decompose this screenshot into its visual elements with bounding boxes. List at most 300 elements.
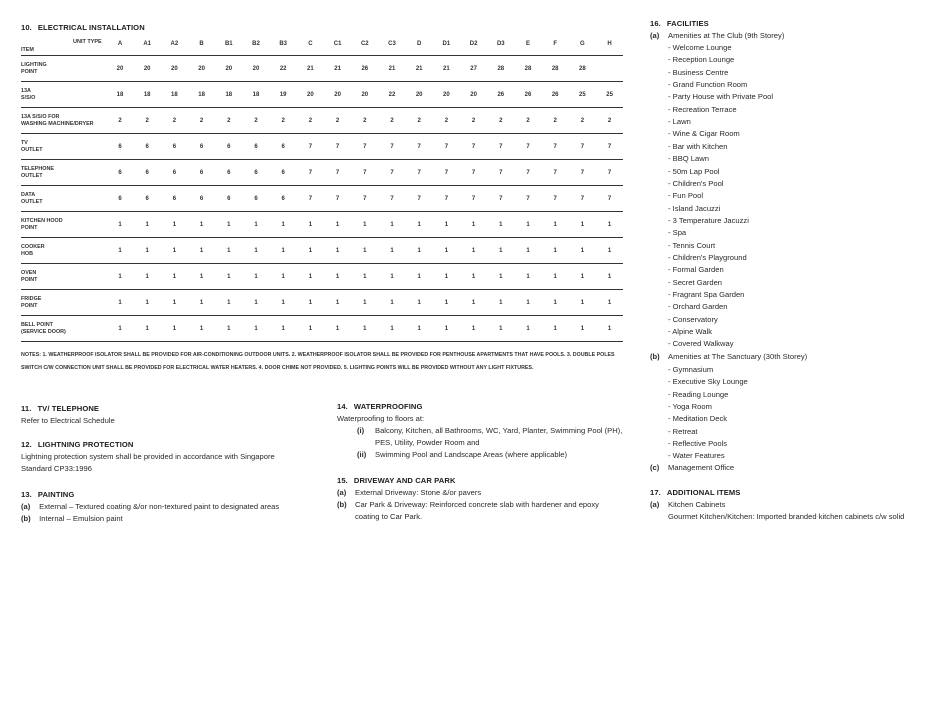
table-cell: 2 <box>254 117 258 124</box>
table-cell: 2 <box>308 117 313 124</box>
table-cell: 7 <box>444 195 449 202</box>
table-cell: 1 <box>444 247 449 254</box>
table-cell: 21 <box>307 65 314 72</box>
table-cell: 1 <box>227 247 231 254</box>
table-cell: 6 <box>145 143 149 150</box>
unit-type-header: B1 <box>224 41 233 47</box>
table-cell: 7 <box>580 195 585 202</box>
table-cell: 1 <box>526 221 530 228</box>
table-cell: 7 <box>335 169 340 176</box>
facilities-heading: 16. FACILITIES <box>650 19 709 28</box>
table-cell: 1 <box>417 247 421 254</box>
table-cell: 1 <box>308 299 313 306</box>
list-item: - Reception Lounge <box>668 55 735 65</box>
waterproofing-intro: Waterproofing to floors at: <box>337 414 425 423</box>
table-cell: 21 <box>334 65 341 72</box>
table-row <box>21 186 623 212</box>
table-cell: 1 <box>199 221 204 228</box>
list-item: - Wine & Cigar Room <box>668 129 740 139</box>
table-cell: 25 <box>579 91 586 98</box>
table-cell: 1 <box>335 221 340 228</box>
table-cell: 1 <box>471 273 476 280</box>
table-cell: 20 <box>225 65 233 72</box>
table-cell: 1 <box>363 299 367 306</box>
unit-type-header: A <box>117 41 123 47</box>
table-cell: 1 <box>335 299 340 306</box>
list-item: - Bar with Kitchen <box>668 141 728 151</box>
club-heading: (a) Amenities at The Club (9th Storey) <box>650 31 785 40</box>
table-cell: 1 <box>607 221 612 228</box>
table-cell: 1 <box>363 247 367 254</box>
unit-type-header: C1 <box>333 41 342 47</box>
table-cell: 7 <box>390 143 394 150</box>
table-cell: 1 <box>499 325 503 332</box>
management-office: (c) Management Office <box>650 463 735 472</box>
table-cell: 7 <box>499 169 503 176</box>
table-cell: 7 <box>499 143 503 150</box>
table-cell: 7 <box>335 195 340 202</box>
painting-item-a: (a) External – Textured coating &/or non-textured paint to designated areas <box>21 502 280 511</box>
list-item: - Formal Garden <box>668 265 724 275</box>
unit-type-header: D <box>417 41 422 47</box>
table-cell: 1 <box>118 247 122 254</box>
table-cell: 2 <box>172 117 177 124</box>
table-row <box>21 212 623 238</box>
list-item: - BBQ Lawn <box>668 154 709 164</box>
table-cell: 1 <box>172 273 177 280</box>
table-cell: 1 <box>444 273 449 280</box>
unit-type-header: C <box>308 41 313 47</box>
table-cell: 1 <box>227 273 231 280</box>
list-item: - Reading Lounge <box>668 389 729 399</box>
table-row <box>21 316 623 342</box>
table-cell: 22 <box>279 65 287 72</box>
table-cell: 2 <box>363 117 367 124</box>
table-cell: 1 <box>499 221 503 228</box>
table-cell: 6 <box>172 195 177 202</box>
unit-type-header: B <box>199 41 204 47</box>
table-cell: 6 <box>254 169 258 176</box>
unit-type-header: C3 <box>388 41 396 47</box>
table-cell: 7 <box>444 169 449 176</box>
table-cell: 7 <box>417 143 421 150</box>
table-cell: 6 <box>254 143 258 150</box>
unit-type-header: C2 <box>360 41 369 47</box>
table-cell: 18 <box>171 91 178 98</box>
unit-type-header: D2 <box>469 41 478 47</box>
table-cell: 6 <box>199 143 204 150</box>
table-row <box>21 290 623 316</box>
item-name: LIGHTING POINT <box>21 61 47 75</box>
additional-items-heading: 17. ADDITIONAL ITEMS <box>650 488 741 497</box>
item-name: 13A S/S/O FOR WASHING MACHINE/DRYER <box>21 113 94 127</box>
table-cell: 7 <box>308 169 313 176</box>
table-cell: 1 <box>444 299 449 306</box>
table-cell: 19 <box>279 91 287 98</box>
lightning-text-line1: Lightning protection system shall be provided in accordance with Singapore <box>21 452 275 461</box>
table-cell: 1 <box>580 221 585 228</box>
item-name: FRIDGE POINT <box>21 295 42 309</box>
list-item: - Fun Pool <box>668 191 704 201</box>
table-cell: 2 <box>580 117 585 124</box>
table-cell: 1 <box>308 273 313 280</box>
list-item: - Yoga Room <box>668 402 712 412</box>
table-cell: 20 <box>470 91 477 98</box>
list-item: - Tennis Court <box>668 240 716 250</box>
table-cell: 2 <box>471 117 476 124</box>
table-cell: 7 <box>390 169 394 176</box>
table-cell: 18 <box>143 91 151 98</box>
table-cell: 1 <box>390 247 394 254</box>
table-cell: 28 <box>579 65 586 72</box>
table-cell: 2 <box>444 117 449 124</box>
unit-type-header: A1 <box>143 41 152 47</box>
table-cell: 7 <box>580 143 585 150</box>
table-cell: 1 <box>444 325 449 332</box>
table-cell: 1 <box>499 273 503 280</box>
tv-telephone-heading: 11. TV/ TELEPHONE <box>21 404 100 413</box>
table-cell: 18 <box>198 91 205 98</box>
list-item: - 50m Lap Pool <box>668 166 720 176</box>
unit-type-label: UNIT TYPE <box>73 39 102 45</box>
table-cell: 1 <box>118 273 122 280</box>
table-cell: 26 <box>524 91 532 98</box>
table-cell: 1 <box>199 299 204 306</box>
table-cell: 1 <box>172 247 177 254</box>
item-column-label: ITEM <box>21 47 34 53</box>
table-cell: 1 <box>526 325 530 332</box>
table-cell: 1 <box>553 221 557 228</box>
table-cell: 1 <box>499 247 503 254</box>
table-cell: 1 <box>526 299 530 306</box>
table-cell: 7 <box>499 195 503 202</box>
table-cell: 6 <box>172 169 177 176</box>
table-cell: 2 <box>499 117 503 124</box>
table-cell: 1 <box>444 221 449 228</box>
table-cell: 2 <box>335 117 340 124</box>
list-item: - Retreat <box>668 426 698 436</box>
table-row <box>21 134 623 160</box>
table-cell: 7 <box>526 169 530 176</box>
table-cell: 1 <box>281 299 285 306</box>
list-item: - Spa <box>668 228 687 238</box>
table-cell: 7 <box>553 195 557 202</box>
table-cell: 20 <box>415 91 423 98</box>
table-cell: 1 <box>417 273 421 280</box>
table-cell: 1 <box>390 273 394 280</box>
table-cell: 7 <box>607 143 612 150</box>
table-cell: 1 <box>199 273 204 280</box>
unit-type-header: B2 <box>252 41 260 47</box>
item-name: OVEN POINT <box>21 269 38 283</box>
item-name: 13A S/S/O <box>21 87 36 101</box>
table-cell: 1 <box>553 299 557 306</box>
waterproofing-heading: 14. WATERPROOFING <box>337 402 423 411</box>
table-cell: 1 <box>553 273 557 280</box>
table-cell: 1 <box>308 247 313 254</box>
sanctuary-heading: (b) Amenities at The Sanctuary (30th Storey) <box>650 352 808 361</box>
table-cell: 6 <box>118 195 122 202</box>
list-item: - Conservatory <box>668 314 718 324</box>
table-cell: 7 <box>526 195 530 202</box>
table-cell: 1 <box>580 325 585 332</box>
table-cell: 7 <box>607 169 612 176</box>
list-item: - Orchard Garden <box>668 302 728 312</box>
table-cell: 1 <box>281 221 285 228</box>
table-cell: 21 <box>415 65 423 72</box>
table-cell: 20 <box>116 65 124 72</box>
item-name: DATA OUTLET <box>21 191 43 205</box>
list-item: - Business Centre <box>668 67 729 77</box>
list-item: - Secret Garden <box>668 277 723 287</box>
item-name: TELEPHONE OUTLET <box>21 165 54 179</box>
table-cell: 6 <box>172 143 177 150</box>
table-cell: 6 <box>281 143 285 150</box>
driveway-item-b-line2: coating to Car Park. <box>355 512 423 521</box>
table-cell: 7 <box>526 143 530 150</box>
table-cell: 1 <box>281 273 285 280</box>
list-item: - Alpine Walk <box>668 327 713 337</box>
table-cell: 1 <box>145 299 149 306</box>
table-cell: 20 <box>171 65 178 72</box>
list-item: - 3 Temperature Jacuzzi <box>668 215 749 225</box>
table-cell: 1 <box>417 299 421 306</box>
table-cell: 1 <box>390 221 394 228</box>
table-cell: 2 <box>526 117 530 124</box>
table-cell: 1 <box>607 325 612 332</box>
table-cell: 7 <box>308 195 313 202</box>
table-row <box>21 238 623 264</box>
table-cell: 7 <box>363 195 367 202</box>
kitchen-cabinets-heading: (a) Kitchen Cabinets <box>650 500 726 509</box>
table-cell: 7 <box>363 143 367 150</box>
table-cell: 20 <box>443 91 450 98</box>
table-cell: 6 <box>118 143 122 150</box>
list-item: - Recreation Terrace <box>668 104 737 114</box>
unit-type-header: H <box>607 41 612 47</box>
kitchen-cabinets-text: Gourmet Kitchen/Kitchen: Imported branded kitchen cabinets c/w solid <box>668 512 905 521</box>
table-row <box>21 82 623 108</box>
table-cell: 1 <box>254 273 258 280</box>
unit-type-header: F <box>553 41 558 47</box>
table-cell: 1 <box>607 273 612 280</box>
table-cell: 2 <box>281 117 285 124</box>
table-cell: 1 <box>227 325 231 332</box>
table-cell: 6 <box>118 169 122 176</box>
table-cell: 2 <box>390 117 394 124</box>
table-cell: 1 <box>526 247 530 254</box>
unit-type-header: A2 <box>170 41 179 47</box>
item-name: KITCHEN HOOD POINT <box>21 217 63 231</box>
list-item: - Lawn <box>668 117 691 127</box>
tv-telephone-text: Refer to Electrical Schedule <box>21 416 115 425</box>
driveway-item-a: (a) External Driveway: Stone &/or pavers <box>337 488 482 497</box>
table-cell: 21 <box>443 65 450 72</box>
table-cell: 6 <box>145 169 149 176</box>
list-item: - Island Jacuzzi <box>668 203 721 213</box>
table-cell: 6 <box>281 169 285 176</box>
table-cell: 1 <box>118 299 122 306</box>
table-row <box>21 108 623 134</box>
table-cell: 1 <box>281 247 285 254</box>
table-cell: 6 <box>199 169 204 176</box>
table-cell: 6 <box>227 143 231 150</box>
table-cell: 7 <box>553 143 557 150</box>
table-cell: 1 <box>363 273 367 280</box>
table-cell: 1 <box>417 221 421 228</box>
table-cell: 26 <box>361 65 369 72</box>
table-cell: 1 <box>526 273 530 280</box>
table-cell: 1 <box>607 299 612 306</box>
table-cell: 20 <box>252 65 260 72</box>
table-cell: 20 <box>361 91 369 98</box>
table-cell: 1 <box>471 299 476 306</box>
list-item: - Covered Walkway <box>668 339 734 349</box>
table-cell: 1 <box>172 221 177 228</box>
table-cell: 1 <box>254 299 258 306</box>
table-cell: 22 <box>388 91 396 98</box>
table-cell: 1 <box>172 299 177 306</box>
table-cell: 1 <box>118 325 122 332</box>
table-cell: 7 <box>471 143 476 150</box>
table-cell: 2 <box>199 117 204 124</box>
waterproofing-item-ii: (ii) Swimming Pool and Landscape Areas (where applicable) <box>357 450 568 459</box>
table-cell: 1 <box>363 325 367 332</box>
table-cell: 26 <box>497 91 505 98</box>
table-cell: 7 <box>471 195 476 202</box>
table-cell: 1 <box>580 247 585 254</box>
table-cell: 1 <box>335 325 340 332</box>
electrical-notes: NOTES: 1. WEATHERPROOF ISOLATOR SHALL BE PROVIDED FOR AIR-CONDITIONING OUTDOOR UNITS. 2. WEATHERPROOF ISOLATOR SHALL BE PROVIDED FOR PENTHOUSE APARTMENTS THAT HAVE POOLS. 3. DOUBLE POLES SWITCH C/W CONNECTION UNIT SHALL BE PROVIDED FOR ELECTRICAL WATER HEATERS. 4. DOOR CHIME NOT PROVIDED. 5. LIGHTING POINTS WILL BE PROVIDED WITHOUT ANY LIGHT FIXTURES. <box>21 352 615 371</box>
list-item: - Children's Pool <box>668 178 724 188</box>
table-cell: 21 <box>388 65 396 72</box>
table-cell: 6 <box>145 195 149 202</box>
table-cell: 1 <box>363 221 367 228</box>
table-cell: 7 <box>390 195 394 202</box>
table-cell: 7 <box>580 169 585 176</box>
table-cell: 1 <box>607 247 612 254</box>
table-cell: 18 <box>225 91 233 98</box>
table-cell: 1 <box>553 247 557 254</box>
lightning-text-line2: Standard CP33:1996 <box>21 464 92 473</box>
table-cell: 7 <box>553 169 557 176</box>
list-item: - Children's Playground <box>668 252 747 262</box>
table-cell: 7 <box>417 195 421 202</box>
table-cell: 18 <box>252 91 260 98</box>
table-header-row <box>21 36 623 56</box>
table-cell: 6 <box>227 169 231 176</box>
table-cell: 1 <box>199 247 204 254</box>
table-cell: 1 <box>254 247 258 254</box>
table-cell: 25 <box>606 91 613 98</box>
table-cell: 1 <box>145 247 149 254</box>
table-cell: 6 <box>281 195 285 202</box>
table-cell: 1 <box>471 221 476 228</box>
item-name: COOKER HOB <box>21 243 45 257</box>
table-cell: 1 <box>580 273 585 280</box>
item-name: TV OUTLET <box>21 139 43 153</box>
table-cell: 1 <box>118 221 122 228</box>
table-cell: 7 <box>335 143 340 150</box>
table-cell: 7 <box>471 169 476 176</box>
table-cell: 1 <box>471 325 476 332</box>
table-cell: 7 <box>607 195 612 202</box>
table-cell: 1 <box>172 325 177 332</box>
table-cell: 18 <box>116 91 124 98</box>
table-cell: 20 <box>143 65 151 72</box>
table-cell: 1 <box>145 273 149 280</box>
table-cell: 26 <box>551 91 559 98</box>
unit-type-header: E <box>525 41 530 47</box>
table-cell: 1 <box>199 325 204 332</box>
table-cell: 28 <box>551 65 559 72</box>
table-cell: 1 <box>145 325 149 332</box>
unit-type-header: B3 <box>279 41 288 47</box>
table-cell: 1 <box>335 247 340 254</box>
electrical-heading: 10. ELECTRICAL INSTALLATION <box>21 23 145 32</box>
table-cell: 7 <box>363 169 367 176</box>
table-cell: 2 <box>145 117 149 124</box>
table-cell: 1 <box>390 325 394 332</box>
table-cell: 1 <box>254 221 258 228</box>
table-cell: 1 <box>254 325 258 332</box>
unit-type-header: D3 <box>496 41 505 47</box>
table-cell: 1 <box>145 221 149 228</box>
table-cell: 2 <box>607 117 612 124</box>
electrical-table <box>21 36 623 342</box>
table-cell: 6 <box>227 195 231 202</box>
table-cell: 7 <box>444 143 449 150</box>
table-cell: 2 <box>227 117 231 124</box>
table-cell: 2 <box>417 117 421 124</box>
painting-heading: 13. PAINTING <box>21 490 75 499</box>
table-cell: 28 <box>497 65 505 72</box>
painting-item-b: (b) Internal – Emulsion paint <box>21 514 123 523</box>
item-name: BELL POINT (SERVICE DOOR) <box>21 321 66 335</box>
waterproofing-item-i-line2: PES, Utility, Powder Room and <box>375 438 480 447</box>
list-item: - Reflective Pools <box>668 439 728 449</box>
table-cell: 7 <box>417 169 421 176</box>
driveway-heading: 15. DRIVEWAY AND CAR PARK <box>337 476 456 485</box>
table-cell: 1 <box>471 247 476 254</box>
list-item: - Executive Sky Lounge <box>668 377 748 387</box>
table-cell: 1 <box>281 325 285 332</box>
table-cell: 1 <box>417 325 421 332</box>
table-cell: 20 <box>334 91 341 98</box>
table-cell: 1 <box>308 221 313 228</box>
table-cell: 1 <box>580 299 585 306</box>
table-cell: 1 <box>335 273 340 280</box>
table-cell: 28 <box>524 65 532 72</box>
list-item: - Welcome Lounge <box>668 43 732 52</box>
table-row <box>21 264 623 290</box>
table-cell: 1 <box>227 221 231 228</box>
table-cell: 1 <box>553 325 557 332</box>
unit-type-header: G <box>580 41 585 47</box>
list-item: - Party House with Private Pool <box>668 92 774 102</box>
list-item: - Water Features <box>668 451 725 461</box>
table-cell: 6 <box>199 195 204 202</box>
list-item: - Meditation Deck <box>668 414 728 424</box>
unit-type-header: D1 <box>442 41 451 47</box>
list-item: - Fragrant Spa Garden <box>668 290 745 299</box>
lightning-heading: 12. LIGHTNING PROTECTION <box>21 440 134 449</box>
table-cell: 1 <box>227 299 231 306</box>
list-item: - Gymnasium <box>668 365 714 374</box>
list-item: - Grand Function Room <box>668 80 748 90</box>
table-row <box>21 160 623 186</box>
table-row <box>21 56 623 82</box>
